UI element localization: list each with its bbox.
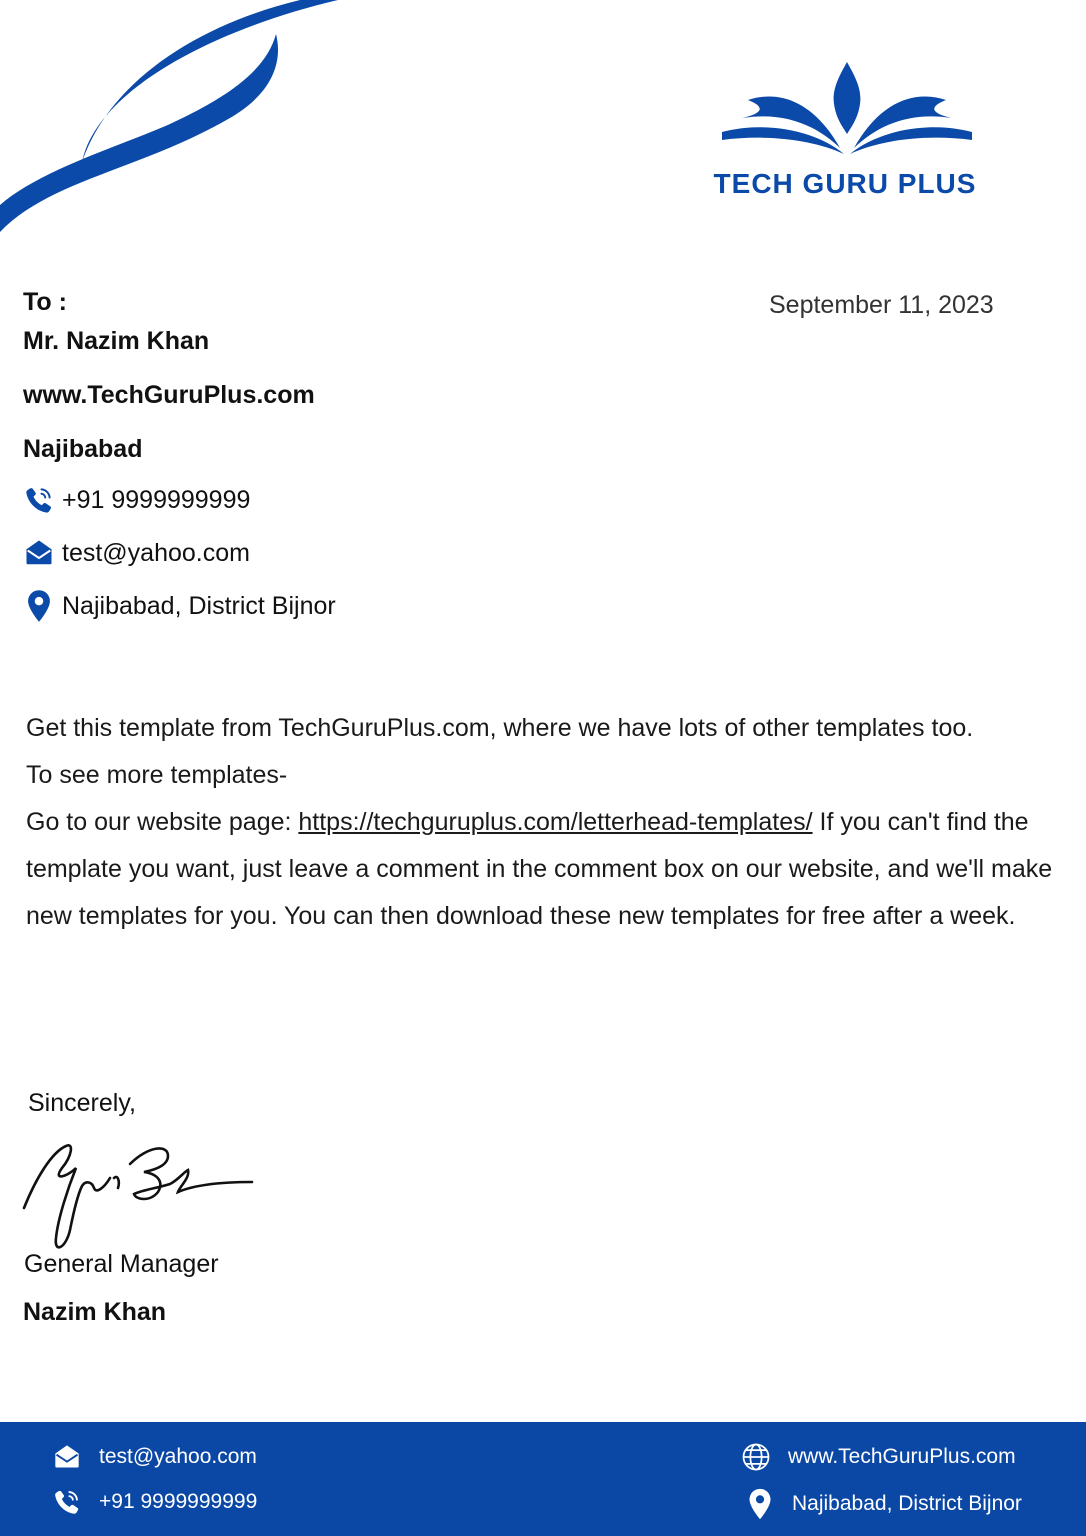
header-swoosh-decoration bbox=[0, 0, 360, 270]
signer-name: Nazim Khan bbox=[23, 1298, 167, 1326]
footer-phone: +91 9999999999 bbox=[99, 1490, 258, 1513]
body-line-3-prefix: Go to our website page: bbox=[26, 808, 299, 836]
footer-bar bbox=[0, 1422, 1086, 1536]
recipient-address: Najibabad, District Bijnor bbox=[62, 591, 336, 620]
recipient-phone: +91 9999999999 bbox=[62, 485, 251, 514]
letter-body bbox=[26, 705, 1071, 940]
body-line-1: Get this template from TechGuruPlus.com, where we have lots of other templates too. bbox=[26, 714, 974, 742]
envelope-icon bbox=[51, 1441, 83, 1473]
brand-logo-icon bbox=[718, 60, 976, 158]
footer-website-row bbox=[740, 1441, 1016, 1473]
signer-role: General Manager bbox=[24, 1250, 219, 1278]
recipient-address-row bbox=[23, 590, 336, 622]
phone-icon bbox=[23, 484, 55, 516]
brand-name: TECH GURU PLUS bbox=[713, 168, 977, 199]
recipient-name: Mr. Nazim Khan bbox=[23, 327, 210, 355]
location-pin-icon bbox=[744, 1488, 776, 1520]
letter-date: September 11, 2023 bbox=[769, 291, 994, 319]
templates-link[interactable]: https://techguruplus.com/letterhead-templates/ bbox=[298, 808, 813, 836]
footer-website: www.TechGuruPlus.com bbox=[788, 1445, 1016, 1468]
recipient-phone-row bbox=[23, 484, 250, 516]
body-paragraph bbox=[26, 799, 1071, 940]
footer-address-row bbox=[744, 1488, 1022, 1520]
signature-image bbox=[18, 1138, 260, 1256]
body-line-3-suffix: If you can't find the template you want, just leave a comment in the comment box on our website, and we'll make new templates for you. You can then download these new templates for free after a week. bbox=[26, 808, 1053, 930]
envelope-icon bbox=[23, 537, 55, 569]
phone-icon bbox=[51, 1486, 83, 1518]
closing-salutation: Sincerely, bbox=[28, 1089, 136, 1117]
footer-email-row bbox=[51, 1441, 257, 1473]
footer-email: test@yahoo.com bbox=[99, 1445, 257, 1468]
to-label: To : bbox=[23, 288, 67, 316]
globe-icon bbox=[740, 1441, 772, 1473]
location-pin-icon bbox=[23, 590, 55, 622]
recipient-email-row bbox=[23, 537, 250, 569]
recipient-city: Najibabad bbox=[23, 435, 143, 463]
body-line-2: To see more templates- bbox=[26, 761, 288, 789]
footer-address: Najibabad, District Bijnor bbox=[792, 1492, 1022, 1515]
footer-phone-row bbox=[51, 1486, 257, 1518]
recipient-email: test@yahoo.com bbox=[62, 538, 250, 567]
recipient-website: www.TechGuruPlus.com bbox=[23, 381, 315, 409]
